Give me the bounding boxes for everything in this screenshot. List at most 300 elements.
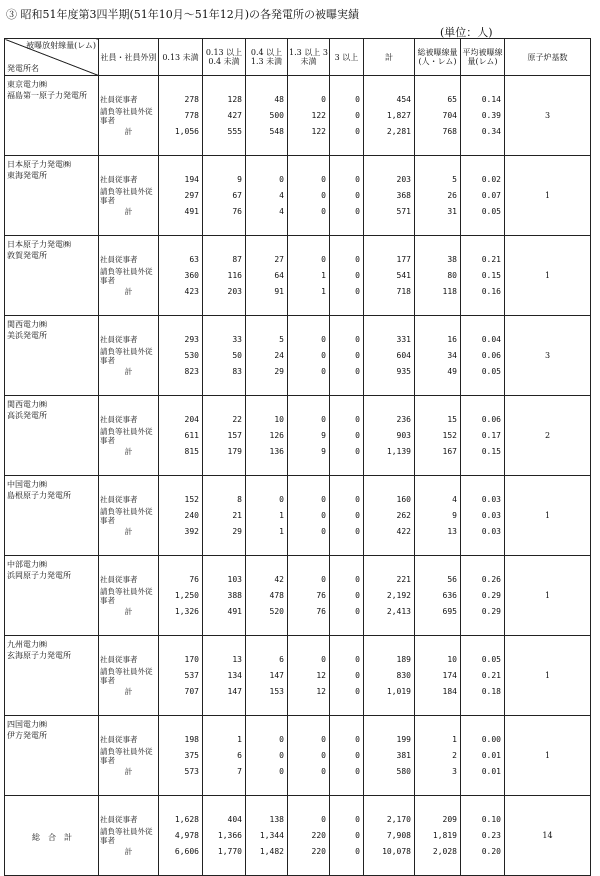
range-13-3-cell: [288, 156, 330, 236]
category-cell: [99, 716, 159, 796]
total-value: 381: [396, 750, 411, 760]
total-value: 221: [396, 574, 411, 584]
range-13-3-value: 0: [321, 414, 326, 424]
reactor-count-cell: [505, 796, 591, 876]
over-3-value: 0: [355, 414, 360, 424]
over-3-value: 0: [355, 574, 360, 584]
category-subtotal: 計: [124, 446, 133, 456]
under-013-value: 573: [184, 766, 199, 776]
range-04-13-cell: [246, 236, 288, 316]
total-value: 1,139: [386, 446, 411, 456]
total-value: 571: [396, 206, 411, 216]
avg-dose-value: 0.34: [481, 126, 501, 136]
range-013-04-cell: [203, 156, 246, 236]
range-13-3-cell: [288, 636, 330, 716]
under-013-value: 1,628: [174, 814, 199, 824]
range-13-3-value: 9: [321, 430, 326, 440]
over-3-value: 0: [355, 446, 360, 456]
reactor-count-cell: [505, 556, 591, 636]
range-13-3-value: 9: [321, 446, 326, 456]
total-dose-value: 34: [447, 350, 457, 360]
station-plant: 高浜発電所: [7, 411, 47, 420]
page-title: ③ 昭和51年度第3四半期(51年10月～51年12月)の各発電所の被曝実績: [6, 8, 360, 21]
avg-dose-value: 0.01: [481, 766, 501, 776]
under-013-value: 823: [184, 366, 199, 376]
total-cell: [364, 636, 415, 716]
station-row: [5, 316, 591, 396]
reactor-count: 2: [544, 431, 551, 440]
avg-dose-value: 0.03: [481, 494, 501, 504]
avg-dose-value: 0.10: [481, 814, 501, 824]
category-contractor: 請負等社員外従事者: [100, 826, 153, 845]
total-dose-cell: [415, 236, 461, 316]
over-3-value: 0: [355, 206, 360, 216]
total-dose-value: 38: [447, 254, 457, 264]
total-cell: [364, 236, 415, 316]
over-3-value: 0: [355, 190, 360, 200]
station-row: [5, 76, 591, 156]
avg-dose-value: 0.05: [481, 654, 501, 664]
total-cell: [364, 476, 415, 556]
reactor-count: 1: [544, 271, 551, 280]
total-dose-value: 1,819: [432, 830, 457, 840]
range-013-04-value: 67: [232, 190, 242, 200]
total-dose-value: 152: [442, 430, 457, 440]
total-dose-value: 695: [442, 606, 457, 616]
range-13-3-value: 0: [321, 654, 326, 664]
range-13-3-cell: [288, 476, 330, 556]
category-contractor: 請負等社員外従事者: [100, 746, 153, 765]
total-value: 1,019: [386, 686, 411, 696]
total-dose-value: 56: [447, 574, 457, 584]
range-013-04-value: 491: [227, 606, 242, 616]
under-013-value: 530: [184, 350, 199, 360]
station-name-cell: [5, 556, 99, 636]
avg-dose-value: 0.39: [481, 110, 501, 120]
category-employee: 社員従事者: [100, 814, 138, 824]
range-13-3-cell: [288, 236, 330, 316]
total-value: 10,078: [382, 846, 411, 856]
under-013-cell: [159, 556, 203, 636]
station-plant: 美浜発電所: [7, 331, 47, 340]
range-04-13-value: 0: [279, 174, 284, 184]
avg-dose-value: 0.21: [481, 254, 501, 264]
over-3-cell: [330, 156, 364, 236]
category-contractor: 請負等社員外従事者: [100, 106, 153, 125]
station-company: 九州電力㈱: [7, 640, 47, 649]
total-dose-value: 704: [442, 110, 457, 120]
under-013-value: 392: [184, 526, 199, 536]
reactor-count-cell: [505, 76, 591, 156]
reactor-count-cell: [505, 156, 591, 236]
total-dose-value: 209: [442, 814, 457, 824]
under-013-value: 815: [184, 446, 199, 456]
over-3-cell: [330, 316, 364, 396]
avg-dose-value: 0.16: [481, 286, 501, 296]
range-04-13-value: 500: [269, 110, 284, 120]
under-013-value: 240: [184, 510, 199, 520]
category-subtotal: 計: [124, 766, 133, 776]
avg-dose-value: 0.03: [481, 526, 501, 536]
under-013-value: 63: [189, 254, 199, 264]
range-013-04-value: 1,366: [217, 830, 242, 840]
range-04-13-cell: [246, 76, 288, 156]
total-value: 368: [396, 190, 411, 200]
over-3-value: 0: [355, 510, 360, 520]
total-dose-value: 10: [447, 654, 457, 664]
range-013-04-value: 388: [227, 590, 242, 600]
total-dose-cell: [415, 76, 461, 156]
range-13-3-cell: [288, 396, 330, 476]
under-013-value: 198: [184, 734, 199, 744]
over-3-cell: [330, 76, 364, 156]
avg-dose-cell: [461, 236, 505, 316]
station-plant: 東海発電所: [7, 171, 47, 180]
range-13-3-value: 0: [321, 366, 326, 376]
range-04-13-value: 0: [279, 734, 284, 744]
station-plant: 玄海原子力発電所: [7, 651, 71, 660]
over-3-cell: [330, 796, 364, 876]
total-value: 262: [396, 510, 411, 520]
range-04-13-value: 1,482: [259, 846, 284, 856]
header-row: [5, 39, 591, 76]
station-row: [5, 476, 591, 556]
reactor-count-cell: [505, 476, 591, 556]
under-013-value: 375: [184, 750, 199, 760]
range-04-13-value: 91: [274, 286, 284, 296]
under-013-cell: [159, 636, 203, 716]
total-value: 236: [396, 414, 411, 424]
over-3-value: 0: [355, 286, 360, 296]
category-employee: 社員従事者: [100, 254, 138, 264]
category-employee: 社員従事者: [100, 94, 138, 104]
range-04-13-cell: [246, 636, 288, 716]
range-013-04-value: 134: [227, 670, 242, 680]
station-company: 日本原子力発電㈱: [7, 240, 71, 249]
station-name-cell: [5, 396, 99, 476]
category-cell: [99, 316, 159, 396]
over-3-value: 0: [355, 174, 360, 184]
over-3-value: 0: [355, 110, 360, 120]
total-value: 580: [396, 766, 411, 776]
avg-dose-value: 0.29: [481, 590, 501, 600]
range-04-13-value: 27: [274, 254, 284, 264]
range-013-04-value: 29: [232, 526, 242, 536]
avg-dose-value: 0.29: [481, 606, 501, 616]
station-row: [5, 156, 591, 236]
station-company: 関西電力㈱: [7, 400, 47, 409]
range-013-04-value: 555: [227, 126, 242, 136]
range-013-04-value: 128: [227, 94, 242, 104]
range-13-3-value: 0: [321, 766, 326, 776]
under-013-value: 278: [184, 94, 199, 104]
range-013-04-value: 83: [232, 366, 242, 376]
range-13-3-value: 0: [321, 750, 326, 760]
under-013-cell: [159, 796, 203, 876]
total-dose-value: 2,028: [432, 846, 457, 856]
total-cell: [364, 156, 415, 236]
range-13-3-cell: [288, 556, 330, 636]
range-013-04-value: 404: [227, 814, 242, 824]
avg-dose-value: 0.20: [481, 846, 501, 856]
total-value: 2,413: [386, 606, 411, 616]
category-cell: [99, 556, 159, 636]
range-013-04-cell: [203, 316, 246, 396]
under-013-cell: [159, 316, 203, 396]
range-013-04-value: 76: [232, 206, 242, 216]
total-value: 199: [396, 734, 411, 744]
under-013-value: 76: [189, 574, 199, 584]
total-dose-value: 31: [447, 206, 457, 216]
range-013-04-cell: [203, 236, 246, 316]
total-value: 203: [396, 174, 411, 184]
category-cell: [99, 476, 159, 556]
range-13-3-value: 0: [321, 190, 326, 200]
range-04-13-value: 136: [269, 446, 284, 456]
range-013-04-value: 1,770: [217, 846, 242, 856]
station-company: 四国電力㈱: [7, 720, 47, 729]
over-3-value: 0: [355, 334, 360, 344]
range-013-04-value: 157: [227, 430, 242, 440]
avg-dose-value: 0.18: [481, 686, 501, 696]
over-3-value: 0: [355, 830, 360, 840]
station-plant: 島根原子力発電所: [7, 491, 71, 500]
under-013-value: 1,250: [174, 590, 199, 600]
over-3-value: 0: [355, 526, 360, 536]
total-dose-value: 3: [452, 766, 457, 776]
range-13-3-value: 76: [316, 590, 326, 600]
station-row: [5, 556, 591, 636]
reactors-header: 原子炉基数: [505, 39, 591, 76]
station-name-cell: [5, 236, 99, 316]
total-dose-header: 総被曝線量(人・レム): [415, 39, 461, 76]
range-13-3-value: 0: [321, 574, 326, 584]
category-cell: [99, 156, 159, 236]
range-13-3-value: 12: [316, 670, 326, 680]
range-04-13-cell: [246, 316, 288, 396]
total-value: 604: [396, 350, 411, 360]
range-13-3-cell: [288, 796, 330, 876]
range-013-04-cell: [203, 556, 246, 636]
total-value: 189: [396, 654, 411, 664]
category-cell: [99, 76, 159, 156]
range-04-13-value: 1,344: [259, 830, 284, 840]
reactor-count-cell: [505, 716, 591, 796]
total-cell: [364, 316, 415, 396]
range-04-13-value: 24: [274, 350, 284, 360]
exposure-table: [4, 38, 591, 876]
avg-dose-value: 0.07: [481, 190, 501, 200]
station-name-cell: [5, 636, 99, 716]
avg-dose-value: 0.14: [481, 94, 501, 104]
station-name-cell: [5, 76, 99, 156]
total-dose-value: 13: [447, 526, 457, 536]
range-013-04-value: 179: [227, 446, 242, 456]
total-dose-value: 26: [447, 190, 457, 200]
under-013-value: 194: [184, 174, 199, 184]
over-3-value: 0: [355, 366, 360, 376]
avg-dose-value: 0.23: [481, 830, 501, 840]
over-3-value: 0: [355, 766, 360, 776]
avg-dose-value: 0.15: [481, 446, 501, 456]
range-013-04-value: 87: [232, 254, 242, 264]
range-013-04-header: 0.13 以上 0.4 未満: [203, 39, 246, 76]
category-contractor: 請負等社員外従事者: [100, 266, 153, 285]
total-dose-value: 49: [447, 366, 457, 376]
range-04-13-value: 153: [269, 686, 284, 696]
category-subtotal: 計: [124, 846, 133, 856]
range-13-3-cell: [288, 316, 330, 396]
grand-total-label: 総 合 計: [32, 832, 72, 842]
station-name-cell: [5, 156, 99, 236]
avg-dose-cell: [461, 476, 505, 556]
total-dose-value: 636: [442, 590, 457, 600]
avg-dose-value: 0.21: [481, 670, 501, 680]
over-3-value: 0: [355, 94, 360, 104]
category-contractor: 請負等社員外従事者: [100, 586, 153, 605]
over-3-cell: [330, 716, 364, 796]
range-04-13-cell: [246, 796, 288, 876]
total-value: 830: [396, 670, 411, 680]
under-013-value: 1,326: [174, 606, 199, 616]
range-013-04-value: 9: [237, 174, 242, 184]
avg-dose-value: 0.01: [481, 750, 501, 760]
over-3-value: 0: [355, 494, 360, 504]
range-013-04-cell: [203, 716, 246, 796]
category-subtotal: 計: [124, 686, 133, 696]
range-13-3-value: 0: [321, 510, 326, 520]
total-header: 計: [364, 39, 415, 76]
category-employee: 社員従事者: [100, 494, 138, 504]
range-13-3-value: 0: [321, 814, 326, 824]
station-plant: 伊方発電所: [7, 731, 47, 740]
over-3-cell: [330, 236, 364, 316]
range-04-13-value: 5: [279, 334, 284, 344]
category-employee: 社員従事者: [100, 734, 138, 744]
over-3-value: 0: [355, 686, 360, 696]
avg-dose-cell: [461, 636, 505, 716]
range-04-13-value: 1: [279, 510, 284, 520]
category-contractor: 請負等社員外従事者: [100, 346, 153, 365]
range-13-3-value: 0: [321, 734, 326, 744]
grand-total-row: [5, 796, 591, 876]
avg-dose-value: 0.05: [481, 366, 501, 376]
range-04-13-cell: [246, 396, 288, 476]
under-013-cell: [159, 476, 203, 556]
total-value: 7,908: [386, 830, 411, 840]
range-04-13-value: 520: [269, 606, 284, 616]
over-3-value: 0: [355, 654, 360, 664]
station-name-cell: [5, 716, 99, 796]
range-13-3-value: 0: [321, 206, 326, 216]
under-013-value: 360: [184, 270, 199, 280]
station-row: [5, 396, 591, 476]
total-dose-cell: [415, 316, 461, 396]
avg-dose-cell: [461, 716, 505, 796]
range-04-13-value: 4: [279, 206, 284, 216]
station-name-cell: [5, 316, 99, 396]
range-013-04-value: 116: [227, 270, 242, 280]
reactor-count: 1: [544, 511, 551, 520]
category-header: 社員・社員外別: [99, 39, 159, 76]
total-dose-value: 167: [442, 446, 457, 456]
over-3-value: 0: [355, 814, 360, 824]
range-13-3-header: 1.3 以上 3 未満: [288, 39, 330, 76]
reactor-count-cell: [505, 316, 591, 396]
range-04-13-cell: [246, 716, 288, 796]
reactor-count: 1: [544, 751, 551, 760]
range-04-13-value: 48: [274, 94, 284, 104]
category-contractor: 請負等社員外従事者: [100, 506, 153, 525]
range-13-3-cell: [288, 76, 330, 156]
diagonal-header-cell: [5, 39, 99, 76]
station-row: [5, 236, 591, 316]
range-013-04-value: 6: [237, 750, 242, 760]
avg-dose-cell: [461, 156, 505, 236]
range-13-3-value: 220: [311, 830, 326, 840]
range-04-13-value: 29: [274, 366, 284, 376]
over-3-cell: [330, 396, 364, 476]
range-04-13-value: 138: [269, 814, 284, 824]
range-04-13-value: 64: [274, 270, 284, 280]
category-cell: [99, 636, 159, 716]
range-13-3-value: 0: [321, 94, 326, 104]
under-013-cell: [159, 76, 203, 156]
reactor-count: 1: [544, 671, 551, 680]
total-value: 2,170: [386, 814, 411, 824]
total-dose-value: 5: [452, 174, 457, 184]
total-cell: [364, 796, 415, 876]
avg-dose-value: 0.02: [481, 174, 501, 184]
total-dose-value: 118: [442, 286, 457, 296]
category-cell: [99, 796, 159, 876]
range-013-04-value: 13: [232, 654, 242, 664]
total-dose-cell: [415, 636, 461, 716]
under-013-value: 537: [184, 670, 199, 680]
avg-dose-value: 0.17: [481, 430, 501, 440]
total-dose-value: 768: [442, 126, 457, 136]
range-013-04-value: 22: [232, 414, 242, 424]
avg-dose-value: 0.06: [481, 350, 501, 360]
range-13-3-value: 0: [321, 334, 326, 344]
category-subtotal: 計: [124, 526, 133, 536]
category-cell: [99, 236, 159, 316]
total-value: 331: [396, 334, 411, 344]
station-company: 中部電力㈱: [7, 560, 47, 569]
range-13-3-value: 0: [321, 494, 326, 504]
range-13-3-value: 0: [321, 254, 326, 264]
over-3-value: 0: [355, 350, 360, 360]
range-013-04-value: 103: [227, 574, 242, 584]
station-plant: 浜岡原子力発電所: [7, 571, 71, 580]
under-013-value: 204: [184, 414, 199, 424]
range-013-04-value: 147: [227, 686, 242, 696]
under-013-value: 152: [184, 494, 199, 504]
total-dose-cell: [415, 396, 461, 476]
range-13-3-value: 1: [321, 286, 326, 296]
category-employee: 社員従事者: [100, 414, 138, 424]
total-dose-cell: [415, 716, 461, 796]
avg-dose-cell: [461, 316, 505, 396]
under-013-cell: [159, 156, 203, 236]
station-plant: 福島第一原子力発電所: [7, 91, 87, 100]
under-013-cell: [159, 236, 203, 316]
under-013-value: 4,978: [174, 830, 199, 840]
avg-dose-value: 0.06: [481, 414, 501, 424]
under-013-value: 491: [184, 206, 199, 216]
total-value: 541: [396, 270, 411, 280]
over-3-value: 0: [355, 430, 360, 440]
